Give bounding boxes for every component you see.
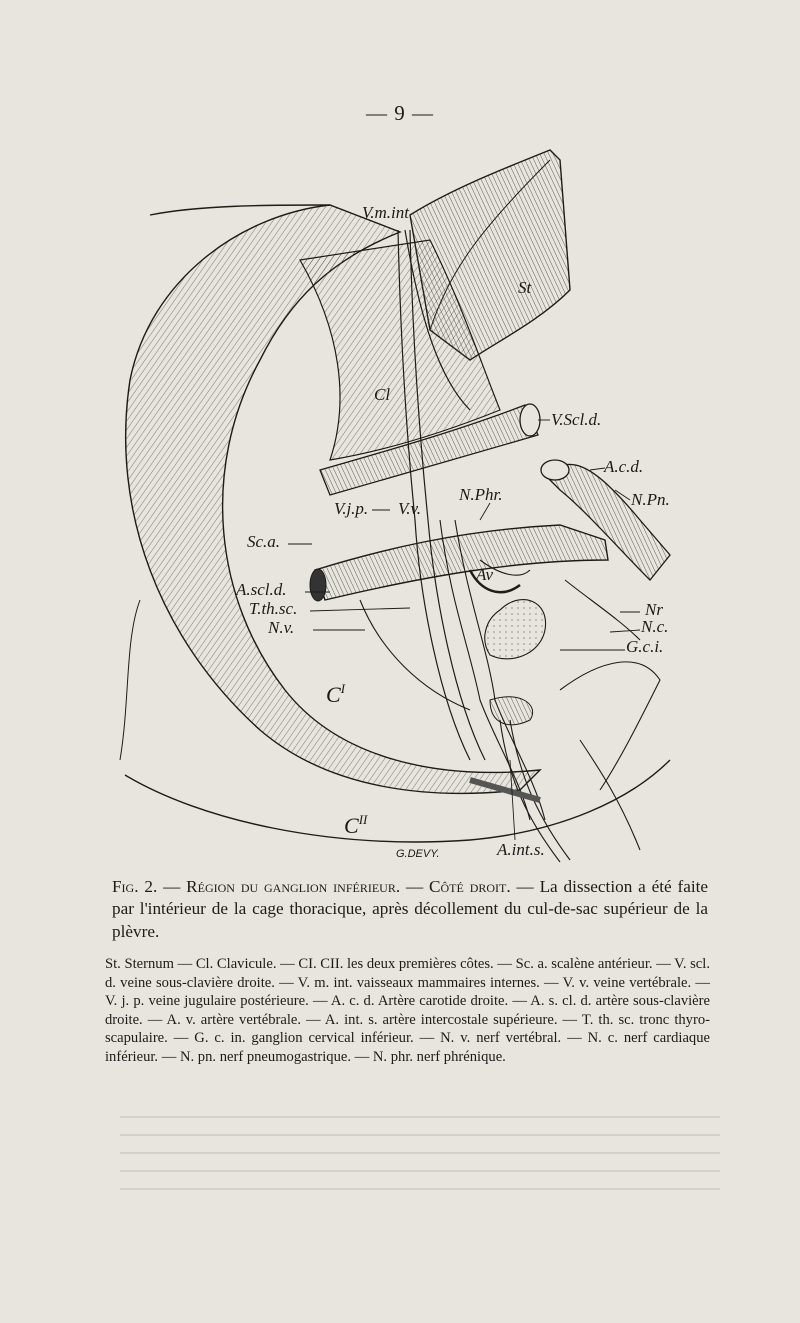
label-sc-a: Sc.a. [247, 532, 281, 551]
caption-dash: — [163, 877, 181, 896]
label-st: St [518, 278, 532, 297]
figure-caption [112, 876, 708, 943]
label-t-th-sc: T.th.sc. [249, 599, 298, 618]
label-v-j-p: V.j.p. [334, 499, 369, 518]
caption-title-side: Côté droit. [429, 877, 511, 896]
label-n-v: N.v. [268, 618, 295, 637]
label-g-c-i: G.c.i. [626, 637, 664, 656]
legend-text: St. Sternum — Cl. Clavicule. — CI. CII. les deux premières côtes. — Sc. a. scalène antérieur. — V. scl. d. veine sous-clavière droite. — V. m. int. vaisseaux mammaires internes. — V. v. veine vertébrale. — V. j. p. veine jugulaire postérieure. — A. c. d. Artère carotide droite. — A. s. cl. d. artère sous-clavière droite. — A. v. artère vertébrale. — A. int. s. artère intercostale supérieure. — T. th. sc. tronc thyro-scapulaire. — G. c. in. ganglion cervical inférieur. — N. v. nerf vertébral. — N. c. nerf cardiaque inférieur. — N. pn. nerf pneumogastrique. — N. phr. nerf phrénique. [105, 956, 710, 1065]
ganglion-drawing [470, 570, 546, 725]
label-v-m-int: V.m.int [362, 203, 409, 222]
caption-dash: — [516, 877, 534, 896]
label-rib-two: $C^{II}$ [344, 812, 368, 838]
label-n-c: N.c. [641, 617, 669, 636]
illustration-svg [100, 140, 750, 875]
label-a-v: Av [476, 565, 493, 584]
illustrator-signature: G.DEVY. [396, 848, 440, 860]
pleura-drawing [560, 662, 660, 850]
label-v-v: V.v. [398, 499, 421, 518]
show-through-text [120, 1110, 720, 1190]
anatomical-illustration [100, 140, 750, 875]
subclavian-artery-drawing [310, 525, 608, 601]
caption-text: La dissection a été faite par l'intérieur de la cage thoracique, après décollement du cul-de-sac supérieur de la plèvre. [112, 877, 709, 941]
label-a-c-d: A.c.d. [604, 457, 644, 476]
page-number: — 9 — [366, 101, 434, 125]
label-a-scl-d: A.scl.d. [236, 580, 287, 599]
label-rib-one: $C^I$ [326, 681, 346, 707]
label-v-scl-d: V.Scl.d. [551, 410, 602, 429]
label-cl: Cl [374, 385, 391, 404]
label-n-pn: N.Pn. [631, 490, 670, 509]
caption-title-region: Région du ganglion inférieur. [186, 877, 401, 896]
caption-dash: — [406, 877, 424, 896]
label-n-phr: N.Phr. [459, 485, 503, 504]
label-n-r: Nr [645, 600, 663, 619]
label-a-int-s: A.int.s. [497, 840, 545, 859]
caption-figure-number: Fig. 2. [112, 877, 158, 896]
abbreviation-legend [105, 955, 710, 1067]
